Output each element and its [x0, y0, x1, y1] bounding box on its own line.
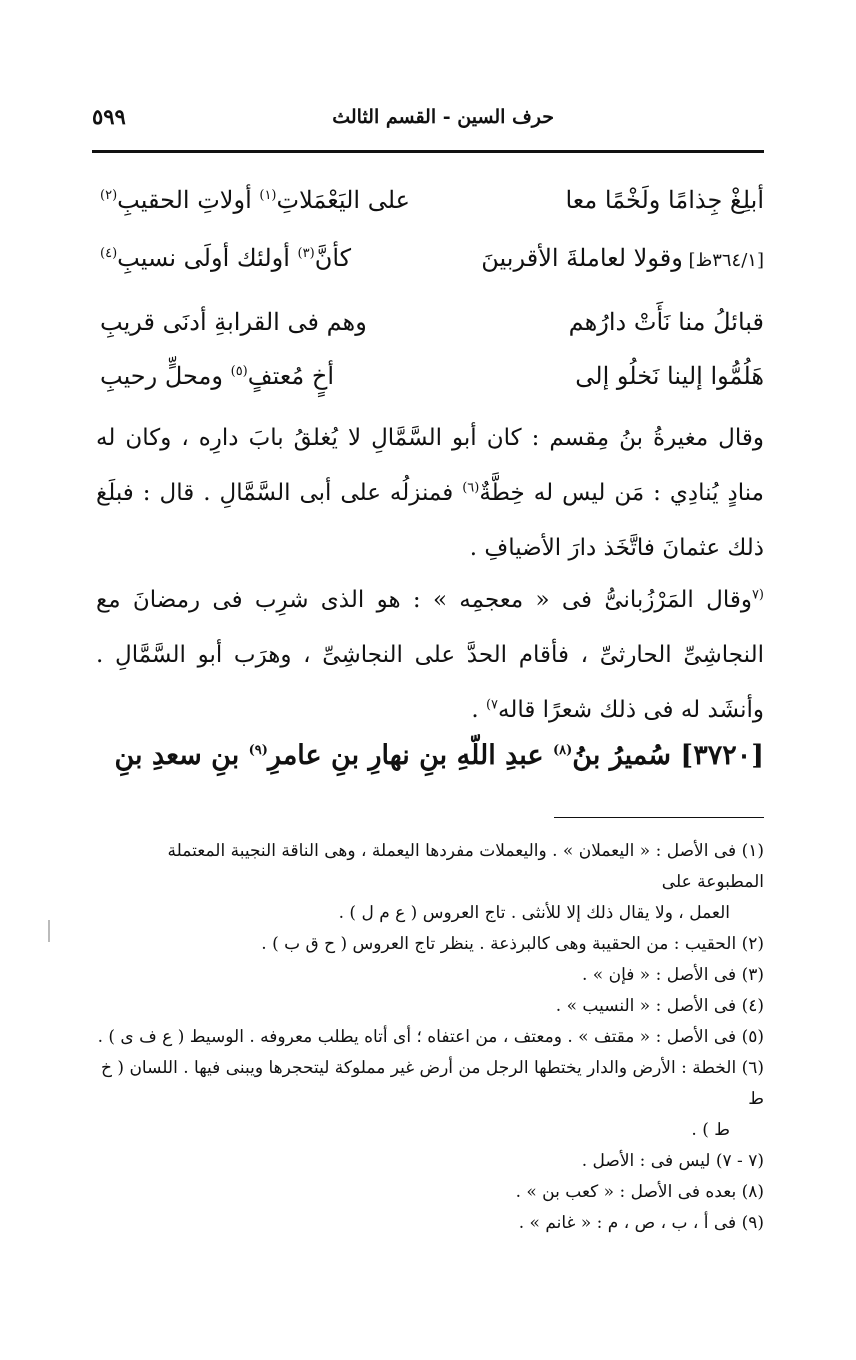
entry-heading: [٣٧٢٠] سُميرُ بنُ$^{(٨)}$ عبدِ اللّهِ بنِ نهارِ بنِ عامرِ$^{(٩)}$ بنِ سعدِ بنِ	[114, 740, 764, 771]
footnotes	[96, 836, 764, 1239]
footnote-marker: (٢)	[100, 188, 118, 203]
footnote: (٦) الخطة : الأرض والدار يختطها الرجل من أرض غير مملوكة ليتحجرها ويبنى فيها . اللسان ( خ ط	[101, 1058, 764, 1109]
footnote-marker: ٧)	[485, 697, 499, 713]
footnote: (٧ - ٧) ليس فى : الأصل .	[581, 1151, 764, 1171]
verse-second-hemistich: وهم فى القرابةِ أدنَى قريبِ	[100, 308, 367, 336]
footnote: (٢) الحقيب : من الحقيبة وهى كالبرذعة . ينظر تاج العروس ( ح ق ب ) .	[261, 934, 764, 954]
manuscript-folio-ref: [٣٦٤/١ظ]	[682, 250, 764, 271]
footnote-rule	[554, 817, 764, 818]
footnote-marker: (٩)	[248, 743, 268, 758]
footnote-marker: (٦)	[462, 480, 480, 496]
footnote-continuation: ط ) .	[691, 1120, 730, 1140]
verse-second-hemistich: أخٍ مُعتفٍ$^{(٥)}$ ومحلٍّ رحيبِ	[100, 362, 335, 390]
footnote: (٨) بعده فى الأصل : « كعب بن » .	[515, 1182, 764, 1202]
footnote-marker: (٣)	[297, 246, 315, 261]
verse-first-hemistich: قبائلُ منا نَأَتْ دارُهم	[568, 308, 764, 336]
footnote: (٣) فى الأصل : « فإن » .	[582, 965, 764, 985]
page-header	[92, 100, 764, 144]
footnote-number: (٥)	[741, 1027, 764, 1047]
footnote: (٥) فى الأصل : « مقتف » . ومعتف ، من اعتفاه ؛ أى أتاه يطلب معروفه . الوسيط ( ع ف ى ) .	[97, 1027, 764, 1047]
header-rule	[92, 150, 764, 153]
body-paragraph: وقال مغيرةُ بنُ مِقسم : كان أبو السَّمَّالِ لا يُغلقُ بابَ دارِه ، وكان له منادٍ يُنادِي : مَن ليس له خِطَّةٌ$^{(٦)}$ فمنزلُه على أبى السَّمَّالِ . قال : فبلَغ ذلك عثمانَ فاتَّخَذ دارَ الأضيافِ .	[96, 425, 765, 561]
scan-margin-mark	[48, 920, 50, 942]
verse-second-hemistich: كأنَّ$^{(٣)}$ أولئك أولَى نسيبِ$^{(٤)}$	[100, 244, 352, 272]
verse-first-hemistich: [٣٦٤/١ظ] وقولا لعاملةَ الأقربينَ	[481, 244, 764, 272]
footnote-marker: (٤)	[100, 246, 118, 261]
footnote-number: (٢)	[741, 934, 764, 954]
footnote-marker: (٥)	[230, 364, 248, 379]
footnote-marker: (٨)	[552, 743, 573, 758]
verse-first-hemistich: هَلُمُّوا إلينا نَخلُو إلى	[575, 362, 764, 390]
footnote-number: (٩)	[741, 1213, 764, 1233]
page-number: ٥٩٩	[92, 104, 126, 129]
footnote-number: (١)	[741, 841, 764, 861]
footnote-number: (٣)	[741, 965, 764, 985]
footnote-number: (٨)	[741, 1182, 764, 1202]
body-paragraph: $^{(٧}$وقال المَرْزُبانىُّ فى « معجمِه » : هو الذى شرِب فى رمضانَ مع النجاشِىِّ الحارثىِّ ، فأقام الحدَّ على النجاشِىِّ ، وهرَب أبو السَّمَّالِ . وأنشَد له فى ذلك شعرًا قاله$^{٧)}$ .	[96, 587, 764, 723]
verse-line	[100, 244, 764, 294]
footnote-number: (٤)	[741, 996, 764, 1016]
running-title: حرف السين - القسم الثالث	[332, 106, 554, 128]
verse-line	[100, 308, 764, 358]
entry-number: [٣٧٢٠]	[671, 740, 764, 771]
footnote: (١) فى الأصل : « اليعملان » . واليعملات مفردها اليعملة ، وهى الناقة النجيبة المعتملة المطبوعة على	[167, 841, 764, 892]
footnote-continuation: العمل ، ولا يقال ذلك إلا للأنثى . تاج العروس ( ع م ل ) .	[338, 903, 730, 923]
verse-line	[100, 186, 764, 236]
footnote: (٩) فى أ ، ب ، ص ، م : « غانم » .	[518, 1213, 764, 1233]
footnote: (٤) فى الأصل : « النسيب » .	[555, 996, 764, 1016]
verse-second-hemistich: على اليَعْمَلاتِ$^{(١)}$ أولاتِ الحقيبِ$^{(٢)}$	[100, 186, 410, 214]
footnote-marker: (١)	[259, 188, 277, 203]
verse-first-hemistich: أبلِغْ جِذامًا ولَخْمًا معا	[565, 186, 764, 214]
footnote-number: (٧ - ٧)	[715, 1151, 764, 1171]
verse-line	[100, 362, 764, 412]
footnote-number: (٦)	[741, 1058, 764, 1078]
footnote-marker: (٧	[751, 587, 764, 603]
